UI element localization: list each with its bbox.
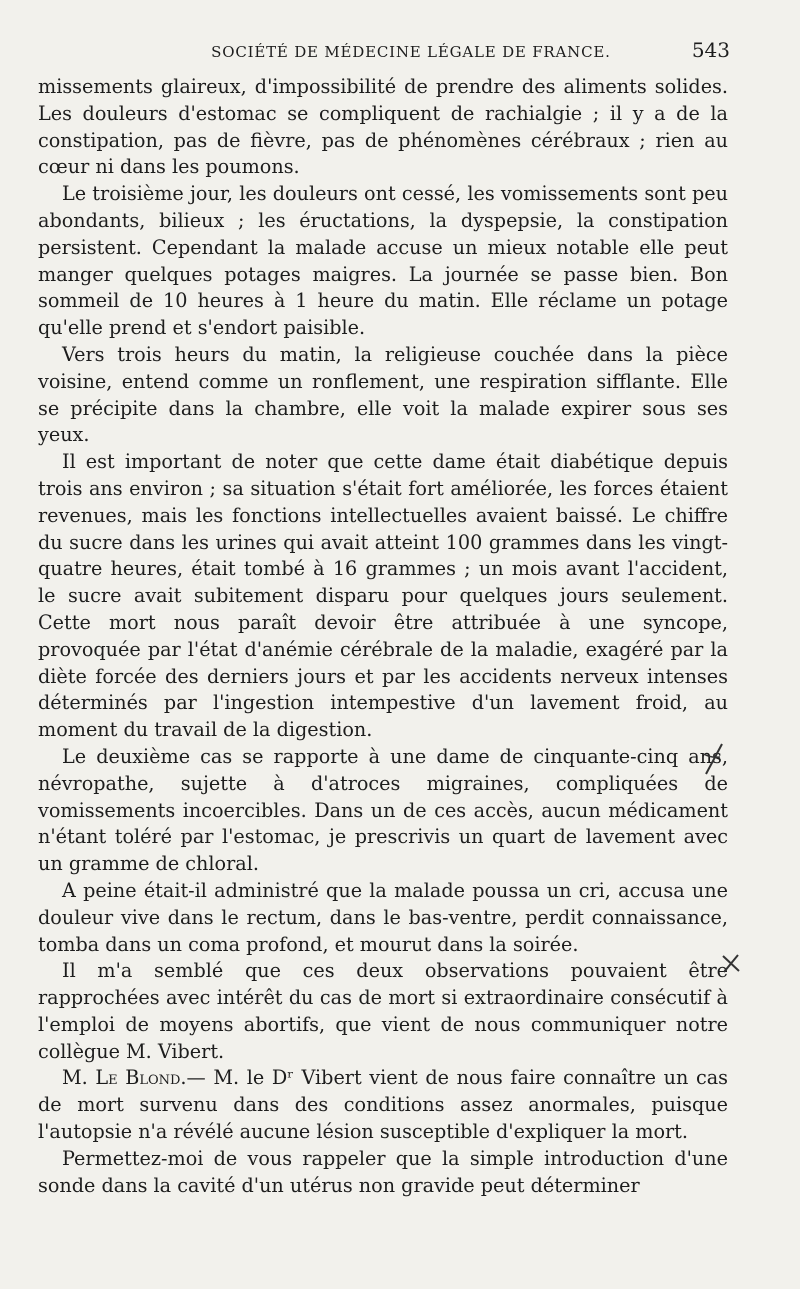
speaker-text: — M. le Dʳ Vibert vient de nous faire connaître un cas de mort survenu dans des conditions assez anormales, puisque l'autopsie n'a révélé aucune lésion susceptible d'expliquer la mort. xyxy=(38,1066,729,1144)
running-head: SOCIÉTÉ DE MÉDECINE LÉGALE DE FRANCE. xyxy=(211,43,611,61)
speaker-name: M. Le Blond. xyxy=(62,1066,187,1090)
page-number: 543 xyxy=(691,38,730,62)
paragraph-8 xyxy=(38,1065,728,1145)
body-text xyxy=(38,74,728,1199)
page-header xyxy=(40,38,730,62)
paragraph-2: Le troisième jour, les douleurs ont cessé, les vomissements sont peu abondants, bilieux ; les éructations, la dyspepsie, la constipation persistent. Cependant la malade accuse un mieux notable elle peut manger quelques potages maigres. La journée se passe bien. Bon sommeil de 10 heures à 1 heure du matin. Elle réclame un potage qu'elle prend et s'endort paisible. xyxy=(38,182,728,340)
paragraph-5: Le deuxième cas se rapporte à une dame de cinquante-cinq ans, névropathe, sujette à d'atroces migraines, compliquées de vomissements incoercibles. Dans un de ces accès, aucun médicament n'étant toléré par l'estomac, je prescrivis un quart de lavement avec un gramme de chloral. xyxy=(38,744,728,876)
paragraph-4: Il est important de noter que cette dame était diabétique depuis trois ans environ ; sa situation s'était fort améliorée, les forces étaient revenues, mais les fonctions intellectuelles avaient baissé. Le chiffre du sucre dans les urines qui avait atteint 100 grammes dans les vingt-quatre heures, était tombé à 16 grammes ; un mois avant l'accident, le sucre avait subitement disparu pour quelques jours seulement. Cette mort nous paraît devoir être attribuée à une syncope, provoquée par l'état d'anémie cérébrale de la maladie, exagéré par la diète forcée des derniers jours et par les accidents nerveux intenses déterminés par l'ingestion intempestive d'un lavement froid, au moment du travail de la digestion. xyxy=(38,450,728,742)
paragraph-9: Permettez-moi de vous rappeler que la simple introduction d'une sonde dans la cavité d'un utérus non gravide peut déterminer xyxy=(38,1146,728,1197)
paragraph-3: Vers trois heurs du matin, la religieuse couchée dans la pièce voisine, entend comme un ronflement, une respiration sifflante. Elle se précipite dans la chambre, elle voit la malade expirer sous ses yeux. xyxy=(38,342,728,447)
paragraph-7: Il m'a semblé que ces deux observations pouvaient être rapprochées avec intérêt du cas de mort si extraordinaire consécutif à l'emploi de moyens abortifs, que vient de nous communiquer notre collègue M. Vibert. xyxy=(38,959,728,1063)
pencil-x-mark-icon xyxy=(720,952,742,974)
paragraph-6: A peine était-il administré que la malade poussa un cri, accusa une douleur vive dans le rectum, dans le bas-ventre, perdit connaissance, tomba dans un coma profond, et mourut dans la soirée. xyxy=(38,878,728,956)
paragraph-1: missements glaireux, d'impossibilité de prendre des aliments solides. Les douleurs d'estomac se compliquent de rachialgie ; il y a de la constipation, pas de fièvre, pas de phénomènes cérébraux ; rien au cœur ni dans les poumons. xyxy=(38,75,728,179)
pencil-slash-mark-icon xyxy=(700,742,726,776)
